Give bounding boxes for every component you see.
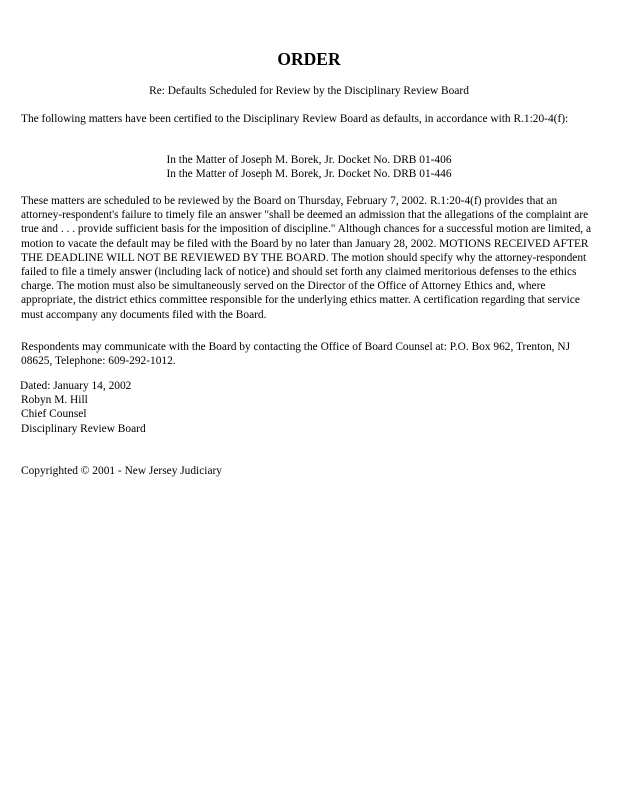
document-title: ORDER (277, 49, 341, 69)
matter-item: In the Matter of Joseph M. Borek, Jr. Docket No. DRB 01-446 (166, 168, 452, 181)
signer-organization: Disciplinary Review Board (21, 422, 146, 435)
matter-item: In the Matter of Joseph M. Borek, Jr. Docket No. DRB 01-406 (166, 154, 452, 166)
intro-paragraph: The following matters have been certified to the Disciplinary Review Board as defaults, in accordance with R.1:20-4(f): (21, 113, 569, 125)
dated-line: Dated: January 14, 2002 (20, 380, 132, 392)
signer-name: Robyn M. Hill (21, 394, 88, 407)
document-subtitle: Re: Defaults Scheduled for Review by the Disciplinary Review Board (149, 85, 469, 97)
matters-list (0, 153, 618, 181)
copyright-notice: Copyrighted © 2001 - New Jersey Judiciary (21, 465, 222, 477)
signer-position: Chief Counsel (21, 408, 87, 421)
contact-paragraph: Respondents may communicate with the Board by contacting the Office of Board Counsel at: P.O. Box 962, Trenton, NJ 08625, Telephone: 609-292-1012. (21, 341, 570, 368)
main-paragraph: These matters are scheduled to be reviewed by the Board on Thursday, February 7, 2002. R.1:20-4(f) provides that an attorney-respondent's failure to timely file an answer "shall be deemed an admission that the allegations of the complaint are true and . . . provide sufficient basis for the imposition of discipline." Although chances for a successful motion are limited, a motion to vacate the default may be filed with the Board by no later than January 28, 2002. MOTIONS RECEIVED AFTER THE DEADLINE WILL NOT BE REVIEWED BY THE BOARD. The motion should specify why the attorney-respondent failed to file a timely answer (including lack of notice) and should set forth any claimed meritorious defenses to the ethics charge. The motion must also be simultaneously served on the Director of the Office of Attorney Ethics and, where appropriate, the district ethics committee responsible for the underlying ethics matter. A certification regarding that service must accompany any documents filed with the Board. (21, 195, 592, 321)
signature-block (20, 379, 146, 436)
